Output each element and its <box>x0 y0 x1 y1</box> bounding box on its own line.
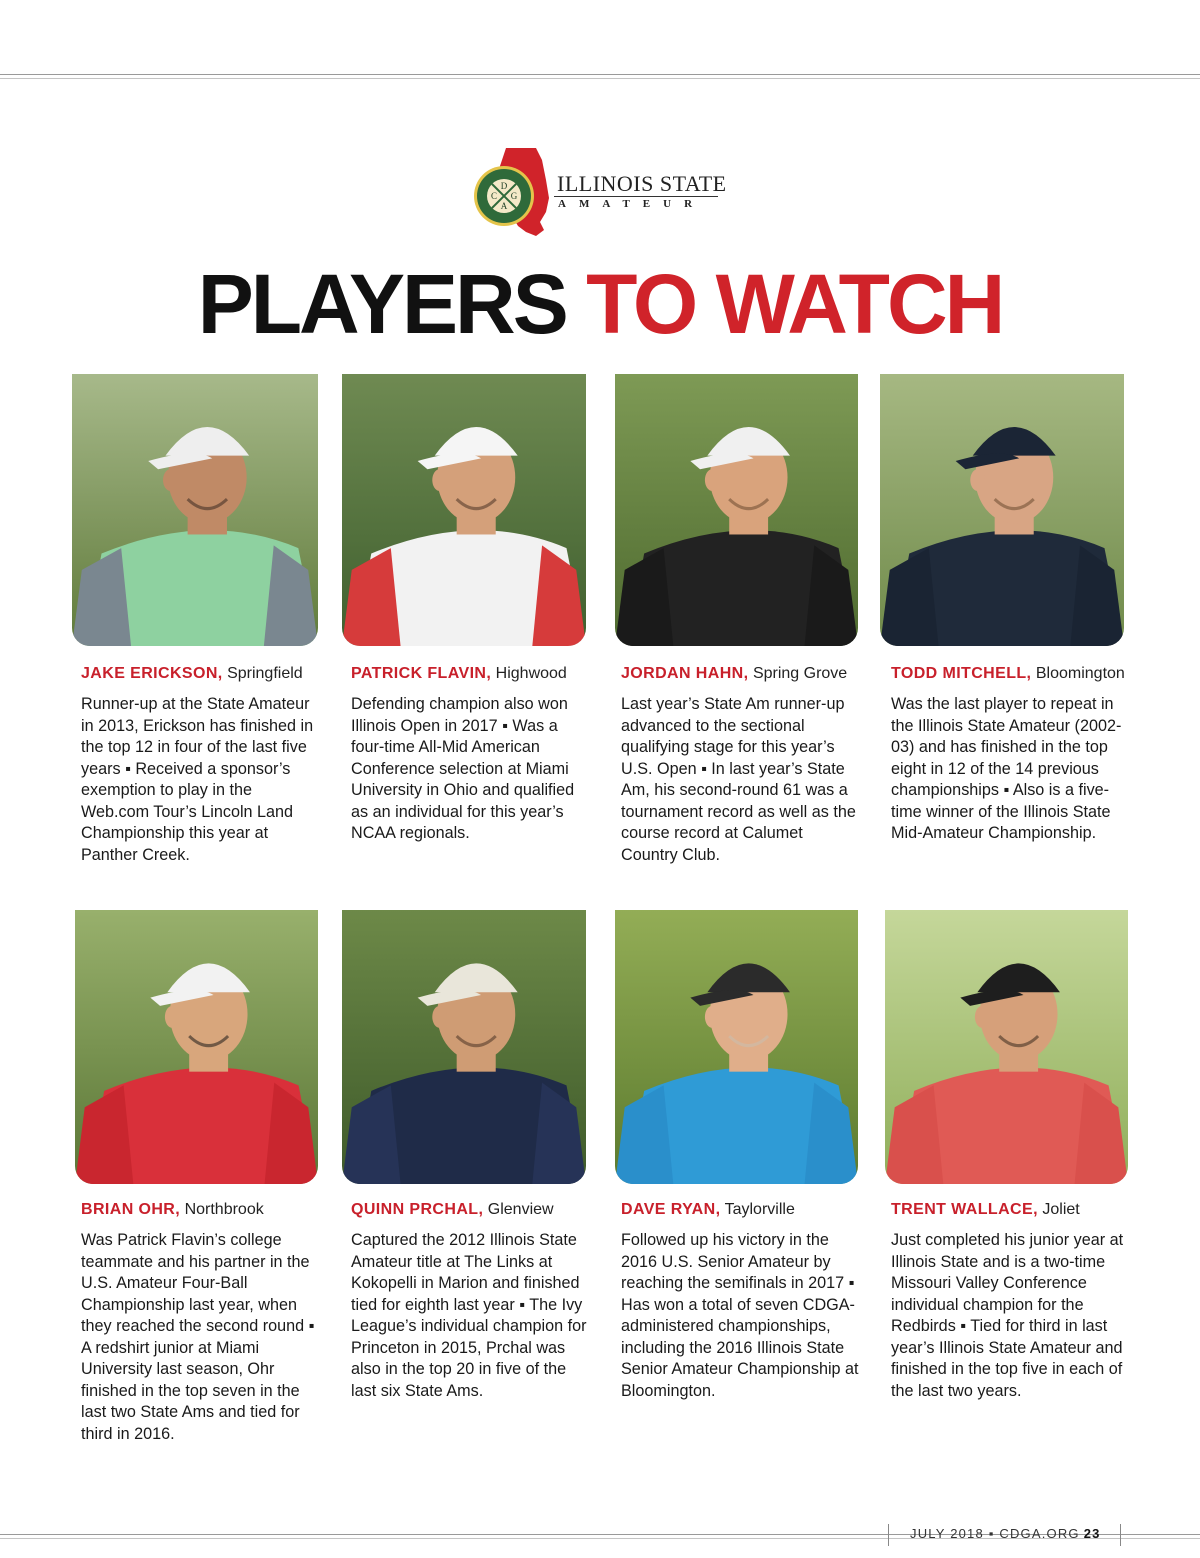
player-name: JORDAN HAHN, <box>621 665 749 682</box>
seal-letter-d: D <box>500 181 508 191</box>
player-name-line <box>81 1200 264 1220</box>
ear <box>432 469 447 491</box>
player-photo <box>885 910 1128 1184</box>
player-name: TODD MITCHELL, <box>891 665 1032 682</box>
seal-letter-c: C <box>490 191 498 201</box>
player-name: TRENT WALLACE, <box>891 1201 1038 1218</box>
illinois-state-amateur-logo <box>466 146 726 238</box>
player-name: JAKE ERICKSON, <box>81 665 223 682</box>
top-rule <box>0 74 1200 75</box>
footer-tick-left <box>888 1524 889 1546</box>
player-name-line <box>81 664 303 684</box>
portrait-illustration <box>342 910 586 1184</box>
player-bio: Just completed his junior year at Illinois State and is a two-time Missouri Valley Conference individual champion for the Redbirds ▪ Tied for third in last year’s Illinois State Amateur and finished in the top five in each of the last two years. <box>891 1231 1124 1400</box>
ear <box>705 1006 720 1028</box>
ear <box>975 1006 990 1028</box>
player-bio: Followed up his victory in the 2016 U.S. Senior Amateur by reaching the semifinals in 2017 ▪ Has won a total of seven CDGA-administered championships, including the 2016 Illinois State Senior Amateur Championship at Bloomington. <box>621 1231 859 1400</box>
portrait-illustration <box>880 374 1124 646</box>
player-hometown: Northbrook <box>184 1201 264 1218</box>
page-footer <box>910 1526 1101 1541</box>
headline-part2: TO WATCH <box>586 257 1003 351</box>
footer-tick-right <box>1120 1524 1121 1546</box>
portrait-illustration <box>615 374 858 646</box>
player-bio: Runner-up at the State Amateur in 2013, Erickson has finished in the top 12 in four of the last five years ▪ Received a sponsor’s exemption to play in the Web.com Tour’s Lincoln Land Championship this year at Panther Creek. <box>81 695 314 864</box>
seal-letter-a: A <box>500 201 508 211</box>
logo-subtitle: AMATEUR <box>558 198 706 210</box>
portrait-illustration <box>72 374 318 646</box>
seal-letter-g: G <box>510 191 518 201</box>
player-hometown: Highwood <box>495 665 567 682</box>
player-name: BRIAN OHR, <box>81 1201 181 1218</box>
player-hometown: Bloomington <box>1035 665 1125 682</box>
player-bio: Last year’s State Am runner-up advanced to the sectional qualifying stage for this year’s U.S. Open ▪ In last year’s State Am, his second-round 61 was a tournament record as well as the course record at Calumet Country Club. <box>621 695 856 864</box>
headline-part1: PLAYERS <box>197 257 566 351</box>
player-name-line <box>351 1200 554 1220</box>
footer-issue: JULY 2018 ▪ CDGA.ORG <box>910 1526 1080 1541</box>
player-name-line <box>621 1200 795 1220</box>
logo-emblem <box>466 146 566 238</box>
player-name: DAVE RYAN, <box>621 1201 721 1218</box>
player-bio: Defending champion also won Illinois Open in 2017 ▪ Was a four-time All-Mid American Conference selection at Miami University in Ohio and qualified as an individual for this year’s NCAA regionals. <box>351 695 575 842</box>
player-photo <box>75 910 318 1184</box>
player-photo <box>615 374 858 646</box>
portrait-illustration <box>342 374 586 646</box>
player-hometown: Glenview <box>487 1201 554 1218</box>
player-hometown: Springfield <box>227 665 303 682</box>
top-rule-secondary <box>0 78 1200 79</box>
player-hometown: Spring Grove <box>752 665 848 682</box>
ear <box>432 1006 447 1028</box>
page-headline <box>0 257 1200 351</box>
player-bio: Was the last player to repeat in the Illinois State Amateur (2002-03) and has finished in the top eight in 12 of the 14 previous championships ▪ Also is a five-time winner of the Illinois State Mid-Amateur Championship. <box>891 695 1122 842</box>
player-photo <box>342 910 586 1184</box>
player-name-line <box>351 664 567 684</box>
player-bio: Was Patrick Flavin’s college teammate and his partner in the U.S. Amateur Four-Ball Championship last year, when they reached the second round ▪ A redshirt junior at Miami University last season, Ohr finished in the top seven in the last two State Ams and tied for third in 2016. <box>81 1231 315 1443</box>
logo-divider <box>554 196 718 197</box>
page-number: 23 <box>1083 1526 1101 1541</box>
player-photo <box>880 374 1124 646</box>
ear <box>163 469 178 491</box>
ear <box>970 469 985 491</box>
portrait-illustration <box>615 910 858 1184</box>
logo-title: ILLINOIS STATE <box>557 171 727 196</box>
portrait-illustration <box>75 910 318 1184</box>
player-photo <box>342 374 586 646</box>
player-hometown: Joliet <box>1042 1201 1080 1218</box>
portrait-illustration <box>885 910 1128 1184</box>
player-hometown: Taylorville <box>724 1201 795 1218</box>
ear <box>165 1006 180 1028</box>
player-name-line <box>891 664 1125 684</box>
player-name: PATRICK FLAVIN, <box>351 665 492 682</box>
player-name-line <box>621 664 847 684</box>
player-bio: Captured the 2012 Illinois State Amateur title at The Links at Kokopelli in Marion and finished tied for eighth last year ▪ The Ivy League’s individual champion for Princeton in 2015, Prchal was also in the top 20 in five of the last six State Ams. <box>351 1231 587 1400</box>
player-name: QUINN PRCHAL, <box>351 1201 484 1218</box>
player-photo <box>615 910 858 1184</box>
player-photo <box>72 374 318 646</box>
ear <box>705 469 720 491</box>
player-name-line <box>891 1200 1080 1220</box>
